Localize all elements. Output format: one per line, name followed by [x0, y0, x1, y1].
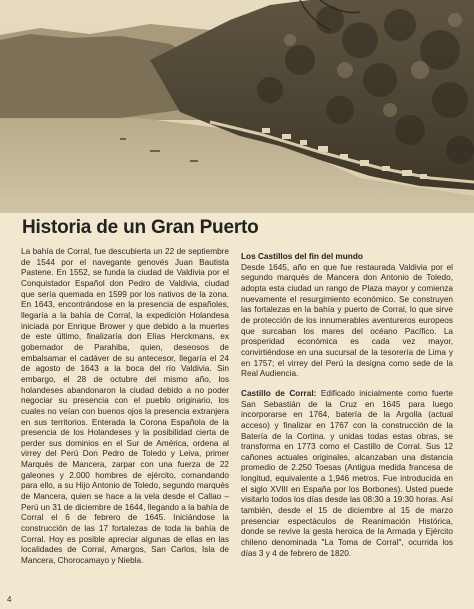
page-number: 4 — [7, 595, 12, 604]
right-column-paragraph-2 — [241, 389, 453, 560]
left-column — [21, 247, 229, 567]
section-heading: Los Castillos del fin del mundo — [241, 252, 363, 261]
left-column-paragraph: La bahía de Corral, fue descubierta un 22 de septiembre de 1544 por el navegante genovés Juan Bautista Pastene. En 1552, se funda la ciudad de Valdivia por el Conquistador Español don Pedro de Valdivia, ciudad que sería quemada en 1599 por los nativos de la zona. En 1643, encontrándose en la presencia de españoles, llegaría a la bahía de Corral, la expedición Holandesa iniciada por Enrique Brower y que debido a la muertes de este último, finalizaría don Elías Herckmans, ex gobernador de Parahiba, quien, deseosos de embalsamar el cadáver de su antecesor, llegaría el 24 de agosto de 1643 a la boca del río Valdivia. Sin embargo, el 28 de octubre del mismo año, los holandeses abandonaron la ciudad debido a no poder negociar su presencia con el pueblo originario, los cuales no veían con buenos ojos la presencia extranjera en sus territorios. Enterada la Corona Española de la presencia de los Holandeses y la posibilidad cierta de perder sus dominios en el Sur de América, ordena al virrey del Perú Don Pedro de Toledo y Leiva, primer Marqués de Mancera, zarpar con una fuerza de 22 galeones y 2.000 hombres de ejército, comandando para ello, a su Hijo Antonio de Toledo, segundo marqués de Mancera, quien se hace a la vela desde el Callao – Perú un 31 de diciembre de 1644, llegando a la bahía de Corral el 6 de febrero de 1645. Iniciándose la construcción de las 17 fortalezas de toda la bahía de Corral. Hoy es posible apreciar algunas de ellas en las localidades de Corral, Amargos, San Carlos, Isla de Mancera, Chorocamayo y Niebla. — [21, 247, 229, 566]
right-column-paragraph-1: Desde 1645, año en que fue restaurada Valdivia por el segundo marqués de Mancera don Antonio de Toledo, adopta esta ciudad un rango de Plaza mayor y comienza nuevamente el resurgimiento económico. Se construyen las fortalezas en la bahía y puerto de Corral, lo que sirve de protección de los innumerables aventureros europeos que surcaban los mares del océano Pacífico. La prosperidad económica es cada vez mayor, convirtiéndose en una sucursal de la tesorería de Lima y en 1757; el virrey del Perú la designa como sede de la Real Audiencia. — [241, 262, 453, 379]
castillo-text: Edificado inicialmente como fuerte San Sebastián de la Cruz en 1645 para luego incorporarse en 1764, batería de la Argolla (actual acceso) y finalizar en 1767 con la construcción de la Batería de la Cortina. y unidas todas estas obras, se transforma en 1773 como el Castillo de Corral. Sus 12 cañones actuales originales, alcanzaban una distancia promedio de 2.250 Toesas (Antigua medida francesa de longitud, equivalente a 1,946 metros. Fue introducida en el siglo XVIII en España por los Borbones). Usted puede visitarlo todos los días desde las 08:30 a 19:30 horas. Así también, desde el 15 de diciembre al 15 de marzo presenciar espectáculos de Reanimación Histórica, donde se revive la gesta heroica de la Armada y Ejército chileno denominada "La Toma de Corral", ocurrida los días 3 y 4 de febrero de 1820. — [241, 388, 453, 558]
castillo-heading: Castillo de Corral: — [241, 388, 317, 398]
sepia-bay-photo — [0, 0, 474, 213]
page-title: Historia de un Gran Puerto — [22, 217, 259, 238]
right-column — [241, 247, 453, 559]
